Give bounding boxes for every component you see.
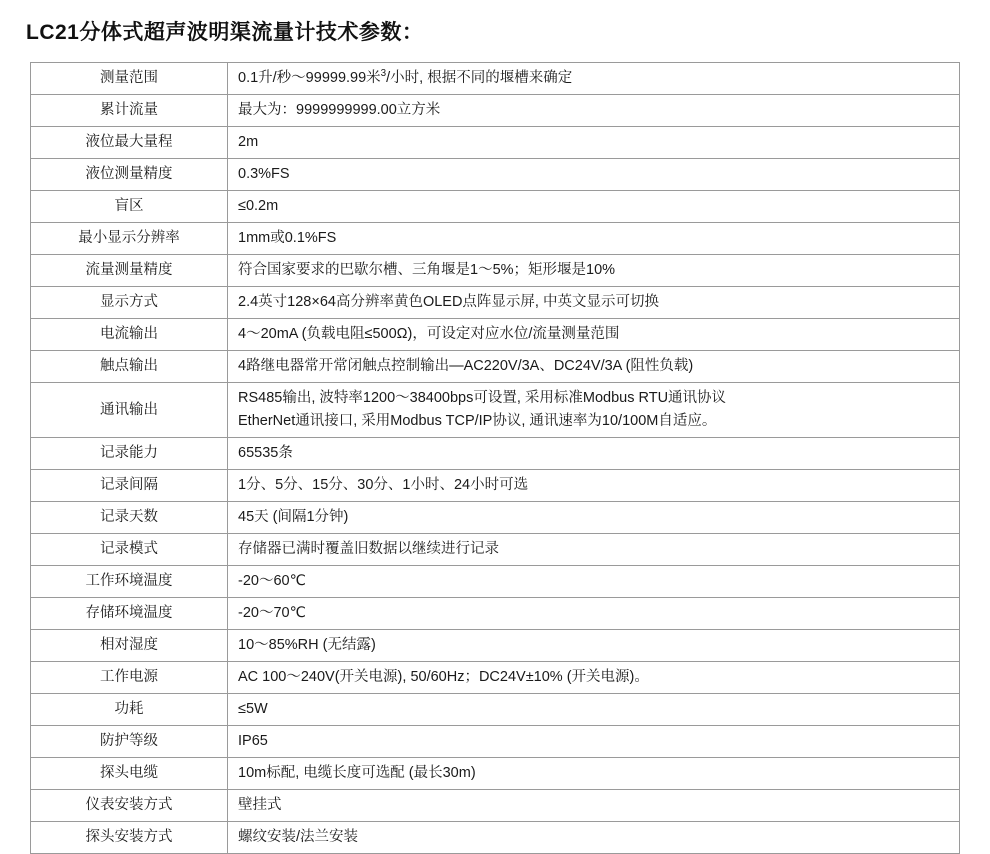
spec-label: 防护等级 bbox=[31, 726, 228, 758]
spec-label: 工作电源 bbox=[31, 662, 228, 694]
spec-label: 记录模式 bbox=[31, 534, 228, 566]
spec-value-line: IP65 bbox=[238, 733, 268, 750]
spec-value bbox=[228, 438, 960, 470]
table-row bbox=[31, 534, 960, 566]
spec-value-line: 1mm或0.1%FS bbox=[238, 230, 337, 247]
spec-value-line: 符合国家要求的巴歇尔槽、三角堰是1～5%；矩形堰是10% bbox=[238, 262, 616, 279]
spec-label: 液位测量精度 bbox=[31, 159, 228, 191]
table-row bbox=[31, 223, 960, 255]
spec-value bbox=[228, 662, 960, 694]
table-row bbox=[31, 598, 960, 630]
table-row bbox=[31, 127, 960, 159]
spec-value bbox=[228, 319, 960, 351]
spec-value-line: 4路继电器常开常闭触点控制输出—AC220V/3A、DC24V/3A (阻性负载) bbox=[238, 358, 694, 375]
spec-value bbox=[228, 566, 960, 598]
spec-label: 电流输出 bbox=[31, 319, 228, 351]
spec-value-line: ≤0.2m bbox=[238, 198, 279, 215]
table-body bbox=[31, 63, 960, 854]
spec-value bbox=[228, 758, 960, 790]
table-row bbox=[31, 287, 960, 319]
spec-value bbox=[228, 95, 960, 127]
table-row bbox=[31, 159, 960, 191]
table-row bbox=[31, 470, 960, 502]
spec-value bbox=[228, 127, 960, 159]
spec-value-line: EtherNet通讯接口, 采用Modbus TCP/IP协议, 通讯速率为10/100M自适应。 bbox=[238, 413, 717, 430]
table-row bbox=[31, 63, 960, 95]
spec-value bbox=[228, 63, 960, 95]
spec-value bbox=[228, 223, 960, 255]
spec-value-line: 0.3%FS bbox=[238, 166, 290, 183]
spec-value-line: 2.4英寸128×64高分辨率黄色OLED点阵显示屏, 中英文显示可切换 bbox=[238, 294, 659, 311]
spec-value bbox=[228, 191, 960, 223]
spec-label: 累计流量 bbox=[31, 95, 228, 127]
spec-label: 探头电缆 bbox=[31, 758, 228, 790]
table-row bbox=[31, 351, 960, 383]
spec-label: 测量范围 bbox=[31, 63, 228, 95]
table-row bbox=[31, 502, 960, 534]
spec-value bbox=[228, 822, 960, 854]
spec-value bbox=[228, 383, 960, 438]
spec-value-line: 1分、5分、15分、30分、1小时、24小时可选 bbox=[238, 477, 529, 494]
spec-value bbox=[228, 287, 960, 319]
spec-value bbox=[228, 598, 960, 630]
spec-value bbox=[228, 694, 960, 726]
table-row bbox=[31, 566, 960, 598]
spec-value bbox=[228, 351, 960, 383]
spec-value-line: 10～85%RH (无结露) bbox=[238, 637, 376, 654]
spec-value bbox=[228, 255, 960, 287]
table-row bbox=[31, 630, 960, 662]
spec-label: 功耗 bbox=[31, 694, 228, 726]
spec-label: 探头安装方式 bbox=[31, 822, 228, 854]
table-row bbox=[31, 319, 960, 351]
specifications-table bbox=[30, 62, 960, 854]
spec-label: 存储环境温度 bbox=[31, 598, 228, 630]
spec-value-line: ≤5W bbox=[238, 701, 268, 718]
spec-value-line: 2m bbox=[238, 134, 259, 151]
spec-label: 记录能力 bbox=[31, 438, 228, 470]
spec-label: 通讯输出 bbox=[31, 383, 228, 438]
spec-value bbox=[228, 159, 960, 191]
spec-value-line: 最大为：9999999999.00立方米 bbox=[238, 102, 441, 119]
spec-value-line: 65535条 bbox=[238, 445, 293, 462]
table-row bbox=[31, 95, 960, 127]
spec-value-line: 0.1升/秒～99999.99米$^3$/小时, 根据不同的堰槽来确定 bbox=[238, 68, 573, 86]
spec-value-line: 45天 (间隔1分钟) bbox=[238, 509, 349, 526]
spec-value-line: 螺纹安装/法兰安装 bbox=[238, 829, 359, 846]
spec-label: 最小显示分辨率 bbox=[31, 223, 228, 255]
spec-value bbox=[228, 790, 960, 822]
spec-label: 流量测量精度 bbox=[31, 255, 228, 287]
spec-label: 工作环境温度 bbox=[31, 566, 228, 598]
spec-value bbox=[228, 470, 960, 502]
spec-value bbox=[228, 726, 960, 758]
spec-label: 盲区 bbox=[31, 191, 228, 223]
table-row bbox=[31, 790, 960, 822]
table-row bbox=[31, 694, 960, 726]
spec-value-line: AC 100～240V(开关电源), 50/60Hz；DC24V±10% (开关电源)。 bbox=[238, 669, 649, 686]
table-row bbox=[31, 438, 960, 470]
page-title: LC21分体式超声波明渠流量计技术参数： bbox=[26, 21, 424, 44]
table-row bbox=[31, 822, 960, 854]
table-row bbox=[31, 662, 960, 694]
spec-label: 液位最大量程 bbox=[31, 127, 228, 159]
spec-label: 触点输出 bbox=[31, 351, 228, 383]
spec-value-line: -20～60℃ bbox=[238, 573, 306, 590]
spec-value-line: 壁挂式 bbox=[238, 797, 282, 814]
table-row bbox=[31, 726, 960, 758]
spec-value-line: -20～70℃ bbox=[238, 605, 306, 622]
spec-value bbox=[228, 630, 960, 662]
spec-label: 仪表安装方式 bbox=[31, 790, 228, 822]
spec-value bbox=[228, 534, 960, 566]
spec-value-line: 存储器已满时覆盖旧数据以继续进行记录 bbox=[238, 541, 499, 558]
spec-label: 记录天数 bbox=[31, 502, 228, 534]
spec-value bbox=[228, 502, 960, 534]
table-row bbox=[31, 758, 960, 790]
spec-value-line: 10m标配, 电缆长度可选配 (最长30m) bbox=[238, 765, 476, 782]
spec-label: 记录间隔 bbox=[31, 470, 228, 502]
table-row bbox=[31, 255, 960, 287]
table-row bbox=[31, 383, 960, 438]
spec-label: 相对湿度 bbox=[31, 630, 228, 662]
spec-label: 显示方式 bbox=[31, 287, 228, 319]
spec-value-line: RS485输出, 波特率1200～38400bps可设置, 采用标准Modbus RTU通讯协议 bbox=[238, 390, 727, 407]
table-row bbox=[31, 191, 960, 223]
spec-value-line: 4～20mA (负载电阻≤500Ω)，可设定对应水位/流量测量范围 bbox=[238, 326, 620, 343]
